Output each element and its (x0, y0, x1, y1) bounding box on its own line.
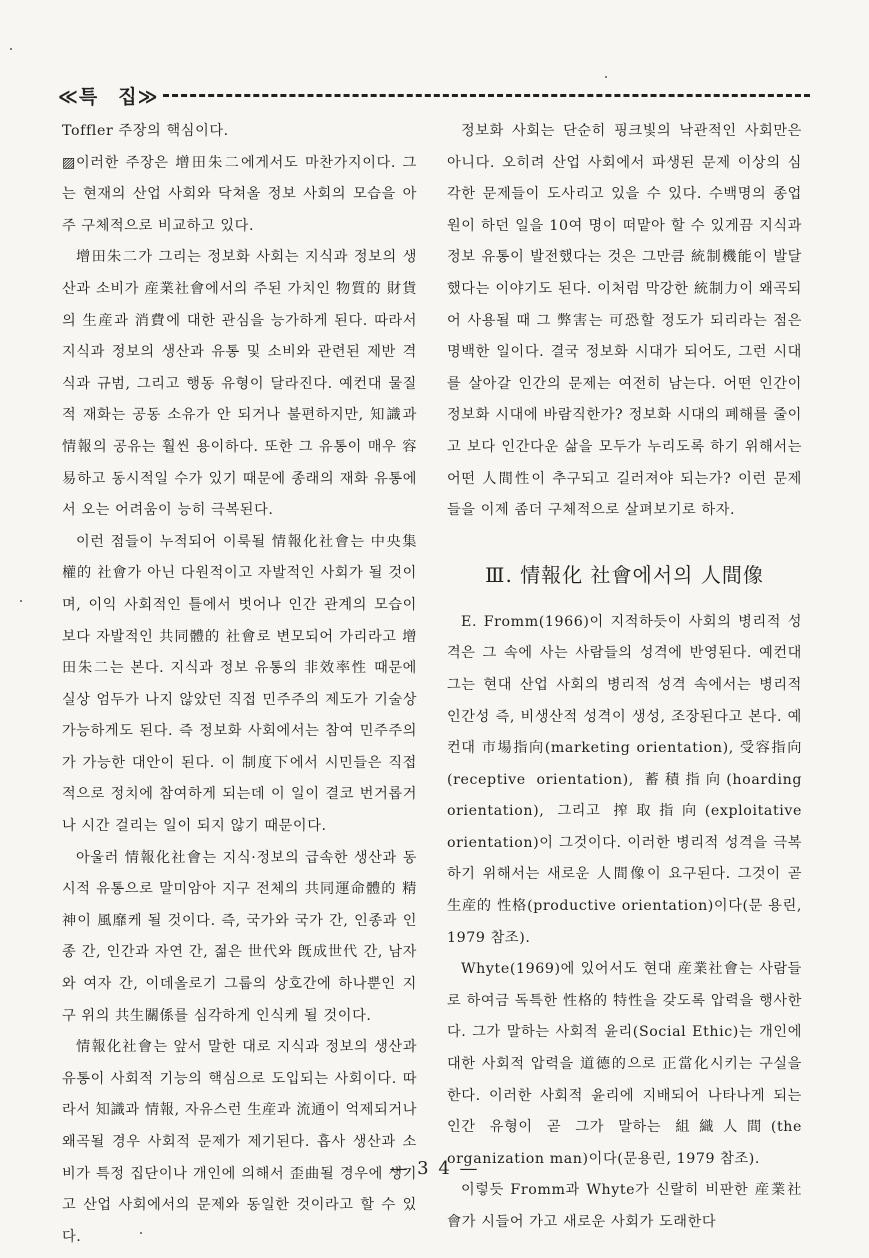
paragraph: 아울러 情報化社會는 지식·정보의 급속한 생산과 동시적 유통으로 말미암아 지구 전체의 共同運命體的 精神이 風靡케 될 것이다. 즉, 국가와 국가 간, 인종과 인종 간, 인간과 자연 간, 젊은 世代와 旣成世代 간, 남자와 여자 간, 이데올로기 그룹의 상호간에 하나뿐인 지구 위의 共生關係를 심각하게 인식케 될 것이다. (62, 849, 417, 1024)
page-number: — 3 4 — (389, 1158, 480, 1179)
left-column (62, 116, 417, 1253)
right-column-intro (447, 116, 802, 527)
paragraph: 정보화 사회는 단순히 핑크빛의 낙관적인 사회만은 아니다. 오히려 산업 사회에서 파생된 문제 이상의 심각한 문제들이 도사리고 있을 수 있다. 수백명의 종업원이 하던 일을 10여 명이 떠맡아 할 수 있게끔 지식과 정보 유통이 발전했다는 것은 그만큼 統制機能이 발달했다는 이야기도 된다. 이처럼 막강한 統制力이 왜곡되어 사용될 때 그 弊害는 可恐할 정도가 되리라는 점은 명백한 일이다. 결국 정보화 시대가 되어도, 그런 시대를 살아갈 인간의 문제는 여전히 남는다. 어떤 인간이 정보화 시대에 바람직한가? 정보화 시대의 폐해를 줄이고 보다 인간다운 삶을 모두가 누리도록 하기 위해서는 어떤 人間性이 추구되고 길러져야 되는가? 이런 문제들을 이제 좀더 구체적으로 살펴보기로 하자. (447, 123, 802, 519)
right-column (447, 116, 802, 1239)
section-title: Ⅲ. 情報化 社會에서의 人間像 (485, 562, 764, 587)
header-dashed-rule (163, 94, 811, 97)
paragraph: Toffler 주장의 핵심이다. (62, 123, 229, 139)
paragraph: 이렇듯 Fromm과 Whyte가 신랄히 비판한 産業社會가 시들어 가고 새로운 사회가 도래한다 (447, 1182, 802, 1230)
paragraph: 이런 점들이 누적되어 이룩될 情報化社會는 中央集權的 社會가 아닌 다원적이고 자발적인 사회가 될 것이며, 이익 사회적인 틀에서 벗어나 인간 관계의 모습이 보다 자발적인 共同體的 社會로 변모되어 가리라고 增田朱二는 본다. 지식과 정보 유통의 非效率性 때문에 실상 엄두가 나지 않았던 직접 민주주의 제도가 기술상 가능하게도 된다. 즉 정보화 사회에서는 참여 민주주의가 가능한 대안이 된다. 이 制度下에서 시민들은 직접적으로 정치에 참여하게 되는데 이 일이 결코 번거롭거나 시간 걸리는 일이 되지 않기 때문이다. (62, 533, 417, 835)
paragraph: 增田朱二가 그리는 정보화 사회는 지식과 정보의 생산과 소비가 産業社會에서의 주된 가치인 物質的 財貨의 生産과 消費에 대한 관심을 능가하게 된다. 따라서 지식과 정보의 생산과 유통 및 소비와 관련된 제반 격식과 규범, 그리고 행동 유형이 달라진다. 예컨대 물질적 재화는 공동 소유가 안 되거나 불편하지만, 知識과 情報의 공유는 훨씬 용이하다. 또한 그 유통이 매우 容易하고 동시적일 수가 있기 때문에 종래의 재화 유통에서 오는 어려움이 능히 극복된다. (62, 249, 417, 519)
section-header (58, 80, 810, 110)
speck (605, 76, 607, 78)
right-column-body (447, 607, 802, 1239)
paragraph: E. Fromm(1966)이 지적하듯이 사회의 병리적 성격은 그 속에 사는 사람들의 성격에 반영된다. 예컨대 그는 현대 산업 사회의 병리적 성격 속에서는 병리적 인간성 즉, 비생산적 성격이 생성, 조장된다고 본다. 예컨대 市場指向(marketing orientation), 受容指向(receptive orientation), 蓄積指向(hoarding orientation), 그리고 搾取指向(exploitative orientation)이 그것이다. 이러한 병리적 성격을 극복하기 위해서는 새로운 人間像이 요구된다. 그것이 곧 生産的 性格(productive orientation)이다(문 용린, 1979 참조). (447, 613, 802, 946)
speck (140, 1232, 142, 1234)
section-header-label: ≪특 집≫ (58, 85, 159, 108)
speck (10, 48, 12, 50)
paragraph: ▨이러한 주장은 增田朱二에게서도 마찬가지이다. 그는 현재의 산업 사회와 닥쳐올 정보 사회의 모습을 아주 구체적으로 비교하고 있다. (62, 154, 417, 234)
paragraph: 情報化社會는 앞서 말한 대로 지식과 정보의 생산과 유통이 사회적 기능의 핵심으로 도입되는 사회이다. 따라서 知識과 情報, 자유스런 生産과 流通이 억제되거나 왜곡될 경우 사회적 문제가 제기된다. 흡사 생산과 소비가 특정 집단이나 개인에 의해서 歪曲될 경우에 생기고 산업 사회에서의 문제와 동일한 것이라고 할 수 있다. (62, 1039, 417, 1245)
speck (20, 600, 22, 602)
paragraph: Whyte(1969)에 있어서도 현대 産業社會는 사람들로 하여금 독특한 性格的 特性을 갖도록 압력을 행사한다. 그가 말하는 사회적 윤리(Social Ethic)는 개인에 대한 사회적 압력을 道德的으로 正當化시키는 구실을 한다. 이러한 사회적 윤리에 지배되어 나타나게 되는 인간 유형이 곧 그가 말하는 組織人間(the organization man)이다(문용린, 1979 참조). (447, 961, 802, 1167)
